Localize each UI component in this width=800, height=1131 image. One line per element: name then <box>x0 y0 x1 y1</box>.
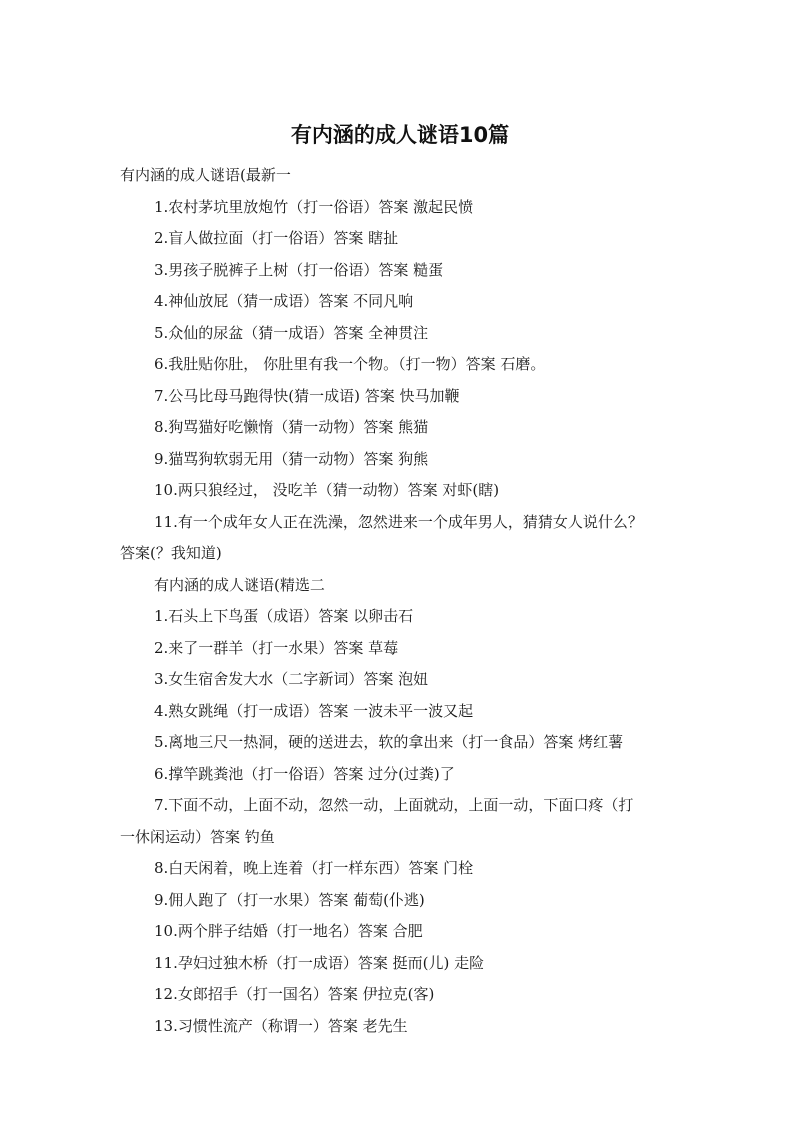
text-line: 有内涵的成人谜语(精选二 <box>154 575 325 594</box>
text-line: 11.有一个成年女人正在洗澡，忽然进来一个成年男人，猜猜女人说什么？ <box>154 512 643 531</box>
text-line: 3.男孩子脱裤子上树（打一俗语）答案 糙蛋 <box>154 260 444 279</box>
text-line: 2.盲人做拉面（打一俗语）答案 瞎扯 <box>154 229 399 247</box>
text-line: 13.习惯性流产（称谓一）答案 老先生 <box>154 1016 408 1035</box>
text-line: 9.猫骂狗软弱无用（猜一动物）答案 狗熊 <box>154 449 429 468</box>
text-line: 1.农村茅坑里放炮竹（打一俗语）答案 激起民愤 <box>154 197 474 216</box>
text-line: 6.我肚贴你肚， 你肚里有我一个物。（打一物）答案 石磨。 <box>154 355 546 373</box>
document-body <box>120 160 680 1042</box>
text-line: 6.撑竿跳粪池（打一俗语）答案 过分(过粪)了 <box>154 764 455 783</box>
text-line: 有内涵的成人谜语(最新一 <box>120 166 291 184</box>
text-line: 9.佣人跑了（打一水果）答案 葡萄(仆逃) <box>154 890 425 909</box>
text-line: 5.众仙的尿盆（猜一成语）答案 全神贯注 <box>154 323 429 342</box>
text-line: 8.狗骂猫好吃懒惰（猜一动物）答案 熊猫 <box>154 418 429 436</box>
text-line: 2.来了一群羊（打一水果）答案 草莓 <box>154 638 399 657</box>
text-line: 8.白天闲着，晚上连着（打一样东西）答案 门栓 <box>154 859 474 877</box>
text-line: 7.公马比母马跑得快(猜一成语) 答案 快马加鞭 <box>154 386 460 405</box>
text-line: 1.石头上下鸟蛋（成语）答案 以卵击石 <box>154 607 414 625</box>
text-line: 4.神仙放屁（猜一成语）答案 不同凡响 <box>154 292 414 310</box>
text-line: 10.两个胖子结婚（打一地名）答案 合肥 <box>154 922 423 940</box>
text-line: 一休闲运动）答案 钓鱼 <box>120 827 275 846</box>
text-line: 3.女生宿舍发大水（二字新词）答案 泡妞 <box>154 670 429 688</box>
document-title: 有内涵的成人谜语10篇 <box>290 123 510 147</box>
text-line: 5.离地三尺一热洞，硬的送进去，软的拿出来（打一食品）答案 烤红薯 <box>154 733 624 751</box>
text-line: 12.女郎招手（打一国名）答案 伊拉克(客) <box>154 985 435 1003</box>
text-line: 7.下面不动，上面不动，忽然一动，上面就动，上面一动，下面口疼（打 <box>154 796 634 814</box>
text-line: 答案(？我知道) <box>120 544 222 562</box>
text-line: 4.熟女跳绳（打一成语）答案 一波未平一波又起 <box>154 701 474 720</box>
text-line: 10.两只狼经过， 没吃羊（猜一动物）答案 对虾(瞎) <box>154 481 500 499</box>
text-line: 11.孕妇过独木桥（打一成语）答案 挺而(儿) 走险 <box>154 953 485 972</box>
